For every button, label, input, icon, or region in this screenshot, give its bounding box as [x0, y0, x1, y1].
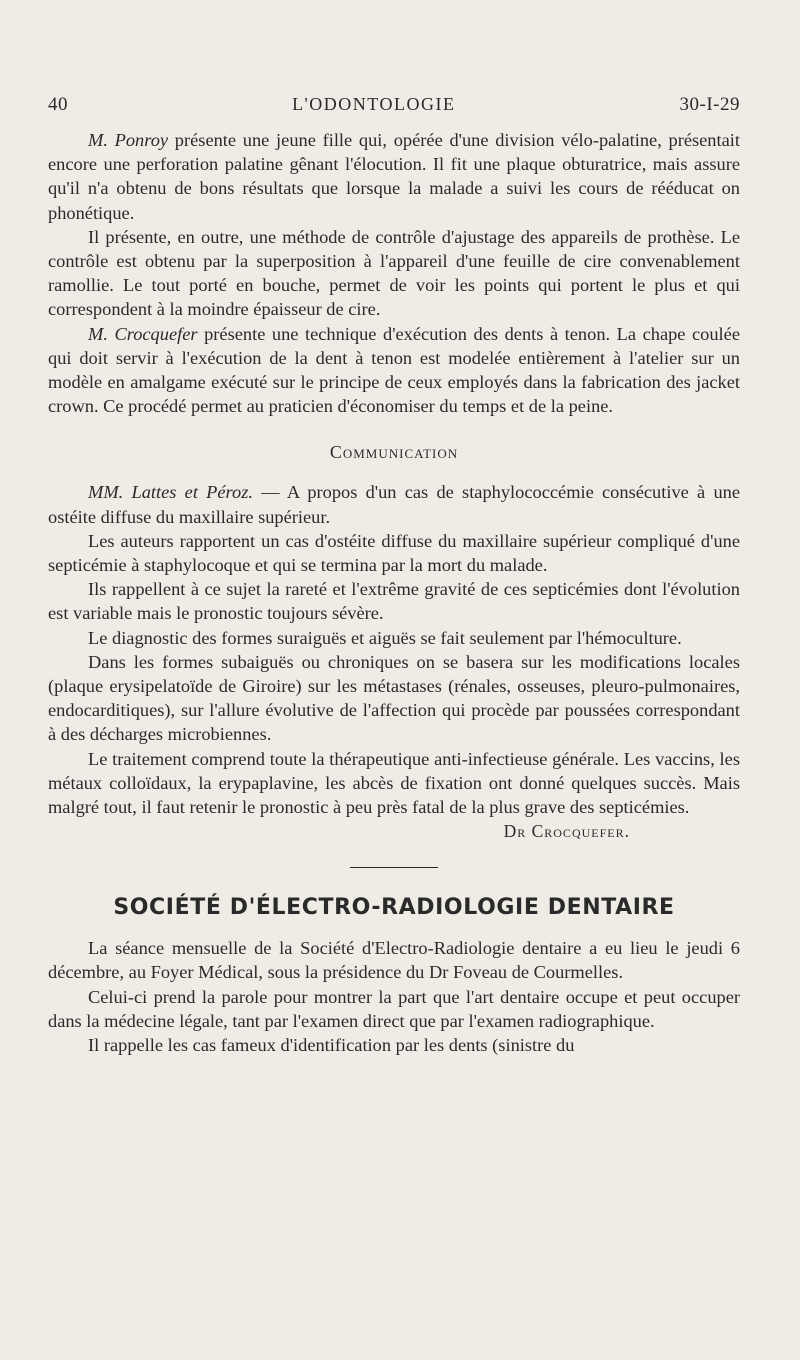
document-page — [48, 94, 740, 1057]
speaker-name: M. Crocquefer — [88, 323, 198, 344]
communication-heading: Communication — [329, 442, 459, 463]
paragraph-ponroy-1 — [48, 128, 740, 225]
page-number: 40 — [48, 94, 68, 115]
signature-name: Crocquefer. — [531, 821, 630, 842]
speaker-name: M. Ponroy — [88, 130, 169, 150]
paragraph-text: Il présente, en outre, une méthode de contrôle d'ajustage des appareils de prothèse. Le contrôle est obtenu par la superposition à l'appareil d'une feuille de cire convenablement ramollie. Le tout porté en bouche, permet de voir les points qui portent le plus et qui correspondent à la moindre épaisseur de cire. — [48, 226, 740, 320]
paragraph-text: Le diagnostic des formes suraiguës et aiguës se fait seulement par l'hémoculture. — [88, 627, 682, 648]
journal-title: L'ODONTOLOGIE — [292, 94, 456, 114]
signature — [48, 821, 740, 842]
running-head — [48, 94, 740, 116]
paragraph-communication-4 — [48, 650, 740, 747]
paragraph-text: — A propos d'un cas de staphylococcémie consécutive à une ostéite diffuse du maxillaire supérieur. — [48, 482, 740, 527]
paragraph-communication-2 — [48, 577, 740, 625]
issue-date: 30-I-29 — [679, 94, 740, 115]
paragraph-text: Les auteurs rapportent un cas d'ostéite diffuse du maxillaire supérieur compliqué d'une septicémie à staphylocoque et qui se termina par la mort du malade. — [48, 530, 740, 576]
paragraph-text: présente une technique d'exécution des dents à tenon. La chape coulée qui doit servir à l'exécution de la dent à tenon est modelée entièrement à l'atelier sur un modèle en amalgame exécuté sur le principe de ceux employés dans la fabrication des jacket crown. Ce procédé permet au praticien d'économiser du temps et de la peine. — [48, 323, 740, 417]
paragraph-text: Le traitement comprend toute la thérapeutique anti-infectieuse générale. Les vaccins, les métaux colloïdaux, la erypaplavine, les abcès de fixation ont donné quelques succès. Mais malgré tout, il faut retenir le pronostic à peu près fatal de la plus grave des septicémies. — [48, 748, 740, 818]
paragraph-text: Dans les formes subaiguës ou chroniques on se basera sur les modifications locales (plaque erysipelatoïde de Giroire) sur les métastases (rénales, osseuses, pleuro-pulmonaires, endocarditiques), sur l'allure évolutive de l'affection qui procède par poussées correspondant à des décharges microbiennes. — [48, 651, 740, 745]
paragraph-communication-title — [48, 480, 740, 528]
society-heading: SOCIÉTÉ D'ÉLECTRO-RADIOLOGIE DENTAIRE — [113, 895, 675, 921]
paragraph-communication-1 — [48, 529, 740, 577]
paragraph-text: Celui-ci prend la parole pour montrer la part que l'art dentaire occupe et peut occuper dans la médecine légale, tant par l'examen direct que par l'examen radiographique. — [48, 986, 740, 1031]
paragraph-text: Il rappelle les cas fameux d'identification par les dents (sinistre du — [88, 1035, 575, 1056]
paragraph-ponroy-2 — [48, 225, 740, 322]
section-divider — [350, 867, 438, 868]
signature-prefix: Dr — [503, 821, 527, 842]
paragraph-text: Ils rappellent à ce sujet la rareté et l'extrême gravité de ces septicémies dont l'évolution est variable mais le pronostic toujours sévère. — [48, 579, 740, 624]
paragraph-communication-3 — [48, 626, 740, 650]
paragraph-text: La séance mensuelle de la Société d'Electro-Radiologie dentaire a eu lieu le jeudi 6 décembre, au Foyer Médical, sous la présidence du Dr Foveau de Courmelles. — [48, 938, 740, 983]
paragraph-society-1 — [48, 936, 740, 984]
paragraph-text: présente une jeune fille qui, opérée d'une division vélo-palatine, présentait encore une perforation palatine gênant l'élocution. Il fit une plaque obturatrice, mais assure qu'il n'a obtenu de bons résultats que lorsque la malade a suivi les cours de rééducat on phonétique. — [48, 130, 740, 223]
paragraph-crocquefer — [48, 322, 740, 419]
speaker-name: MM. Lattes et Péroz. — [88, 482, 253, 503]
paragraph-society-3 — [48, 1033, 740, 1057]
paragraph-society-2 — [48, 985, 740, 1033]
paragraph-communication-5 — [48, 747, 740, 820]
